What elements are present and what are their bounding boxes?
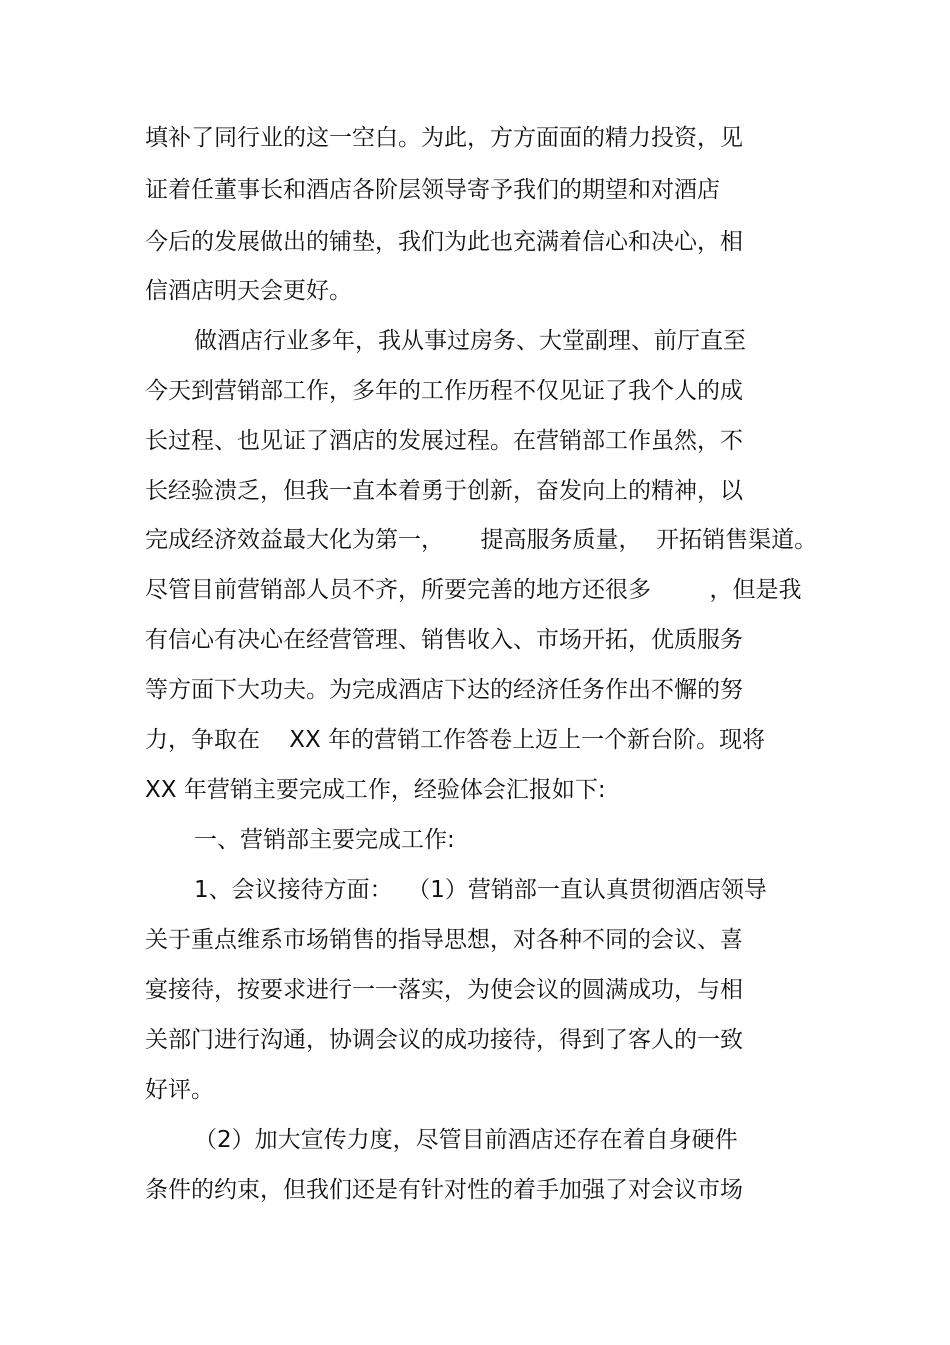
section-heading: 一、营销部主要完成工作: [194,827,455,853]
text-line: 证着任董事长和酒店各阶层领导寄予我们的期望和对酒店 [145,177,720,203]
paragraph-first-line: （2）加大宣传力度，尽管目前酒店还存在着自身硬件 [194,1127,738,1153]
text-line: 填补了同行业的这一空白。为此，方方面面的精力投资，见 [145,125,743,151]
text-line: 长经验溃乏，但我一直本着勇于创新，奋发向上的精神，以 [145,478,743,504]
text-line: 宴接待，按要求进行一一落实，为使会议的圆满成功，与相 [145,977,743,1003]
text-line: 信酒店明天会更好。 [145,278,352,304]
paragraph-first-line: 做酒店行业多年，我从事过房务、大堂副理、前厅直至 [194,328,746,354]
text-line: 关部门进行沟通，协调会议的成功接待，得到了客人的一致 [145,1027,743,1053]
text-line: 长过程、也见证了酒店的发展过程。在营销部工作虽然，不 [145,428,743,454]
paragraph-first-line: 1、会议接待方面： （1）营销部一直认真贯彻酒店领导 [194,877,767,903]
text-line: 条件的约束，但我们还是有针对性的着手加强了对会议市场 [145,1177,743,1203]
text-line: 今天到营销部工作，多年的工作历程不仅见证了我个人的成 [145,378,743,404]
text-line: 今后的发展做出的铺垫，我们为此也充满着信心和决心，相 [145,229,743,255]
text-line: 等方面下大功夫。为完成酒店下达的经济任务作出不懈的努 [145,677,743,703]
text-line: 力，争取在 XX 年的营销工作答卷上迈上一个新台阶。现将 [145,727,766,753]
text-line: 关于重点维系市场销售的指导思想，对各种不同的会议、喜 [145,927,743,953]
text-line: 完成经济效益最大化为第一， 提高服务质量， 开拓销售渠道。 [145,527,818,553]
text-line: XX 年营销主要完成工作，经验体会汇报如下: [145,777,606,803]
text-line: 有信心有决心在经营管理、销售收入、市场开拓，优质服务 [145,627,743,653]
text-line: 尽管目前营销部人员不齐，所要完善的地方还很多 ，但是我 [145,577,802,603]
text-line: 好评。 [145,1077,214,1103]
